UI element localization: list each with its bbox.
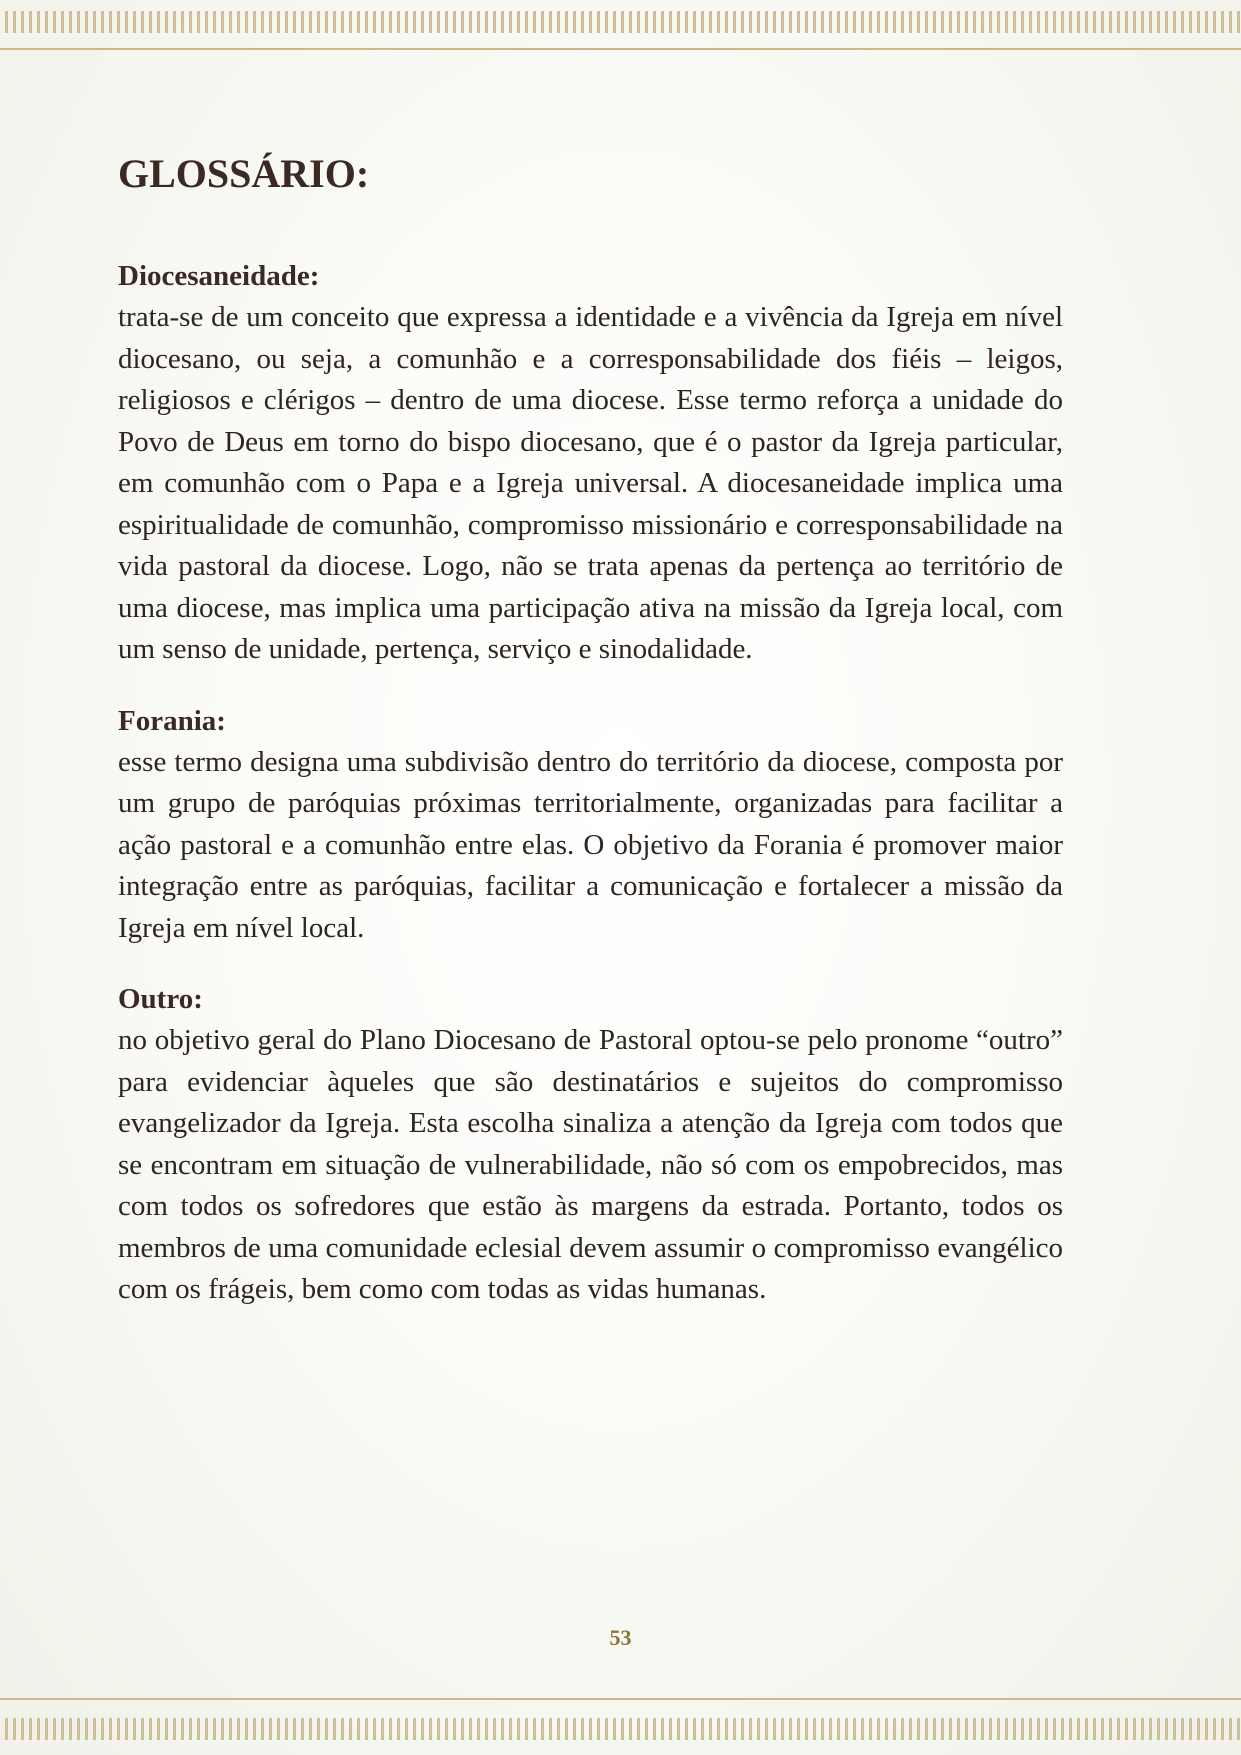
glossary-entry-outro bbox=[118, 979, 1063, 1311]
glossary-entry-diocesaneidade bbox=[118, 256, 1063, 671]
page-number: 53 bbox=[609, 1625, 632, 1650]
entry-term: Forania: bbox=[118, 704, 226, 737]
entry-term: Diocesaneidade: bbox=[118, 260, 320, 292]
entry-definition: trata-se de um conceito que expressa a identidade e a vivência da Igreja em nível diocesano, ou seja, a comunhão e a corresponsabilidade dos fiéis – leigos, religiosos e clérigos – dentro de uma diocese. Esse termo reforça a unidade do Povo de Deus em torno do bispo diocesano, que é o pastor da Igreja particular, em comunhão com o Papa e a Igreja universal. A diocesaneidade implica uma espiritualidade de comunhão, compromisso missionário e corresponsabilidade na vida pastoral da diocese. Logo, não se trata apenas da pertença ao território de uma diocese, mas implica uma participação ativa na missão da Igreja local, com um senso de unidade, pertença, serviço e sinodalidade. bbox=[118, 301, 1063, 665]
page-title: GLOSSÁRIO: bbox=[118, 151, 370, 196]
bottom-border-line bbox=[0, 1698, 1241, 1700]
glossary-entry-forania bbox=[118, 701, 1063, 950]
entry-definition: no objetivo geral do Plano Diocesano de Pastoral optou-se pelo pronome “outro” para evidenciar àqueles que são destinatários e sujeitos do compromisso evangelizador da Igreja. Esta escolha sinaliza a atenção da Igreja com todos que se encontram em situação de vulnerabilidade, não só com os empobrecidos, mas com todos os sofredores que estão às margens da estrada. Portanto, todos os membros de uma comunidade eclesial devem assumir o compromisso evangélico com os frágeis, bem como com todas as vidas humanas. bbox=[118, 1024, 1063, 1305]
top-border-line bbox=[0, 48, 1241, 50]
bottom-ornamental-border bbox=[0, 1718, 1241, 1740]
entry-term: Outro: bbox=[118, 983, 203, 1015]
entry-definition: esse termo designa uma subdivisão dentro do território da diocese, composta por um grupo de paróquias próximas territorialmente, organizadas para facilitar a ação pastoral e a comunhão entre elas. O objetivo da Forania é promover maior integração entre as paróquias, facilitar a comunicação e fortalecer a missão da Igreja em nível local. bbox=[118, 745, 1063, 944]
top-ornamental-border bbox=[0, 11, 1241, 33]
glossary-content bbox=[118, 140, 1063, 1311]
